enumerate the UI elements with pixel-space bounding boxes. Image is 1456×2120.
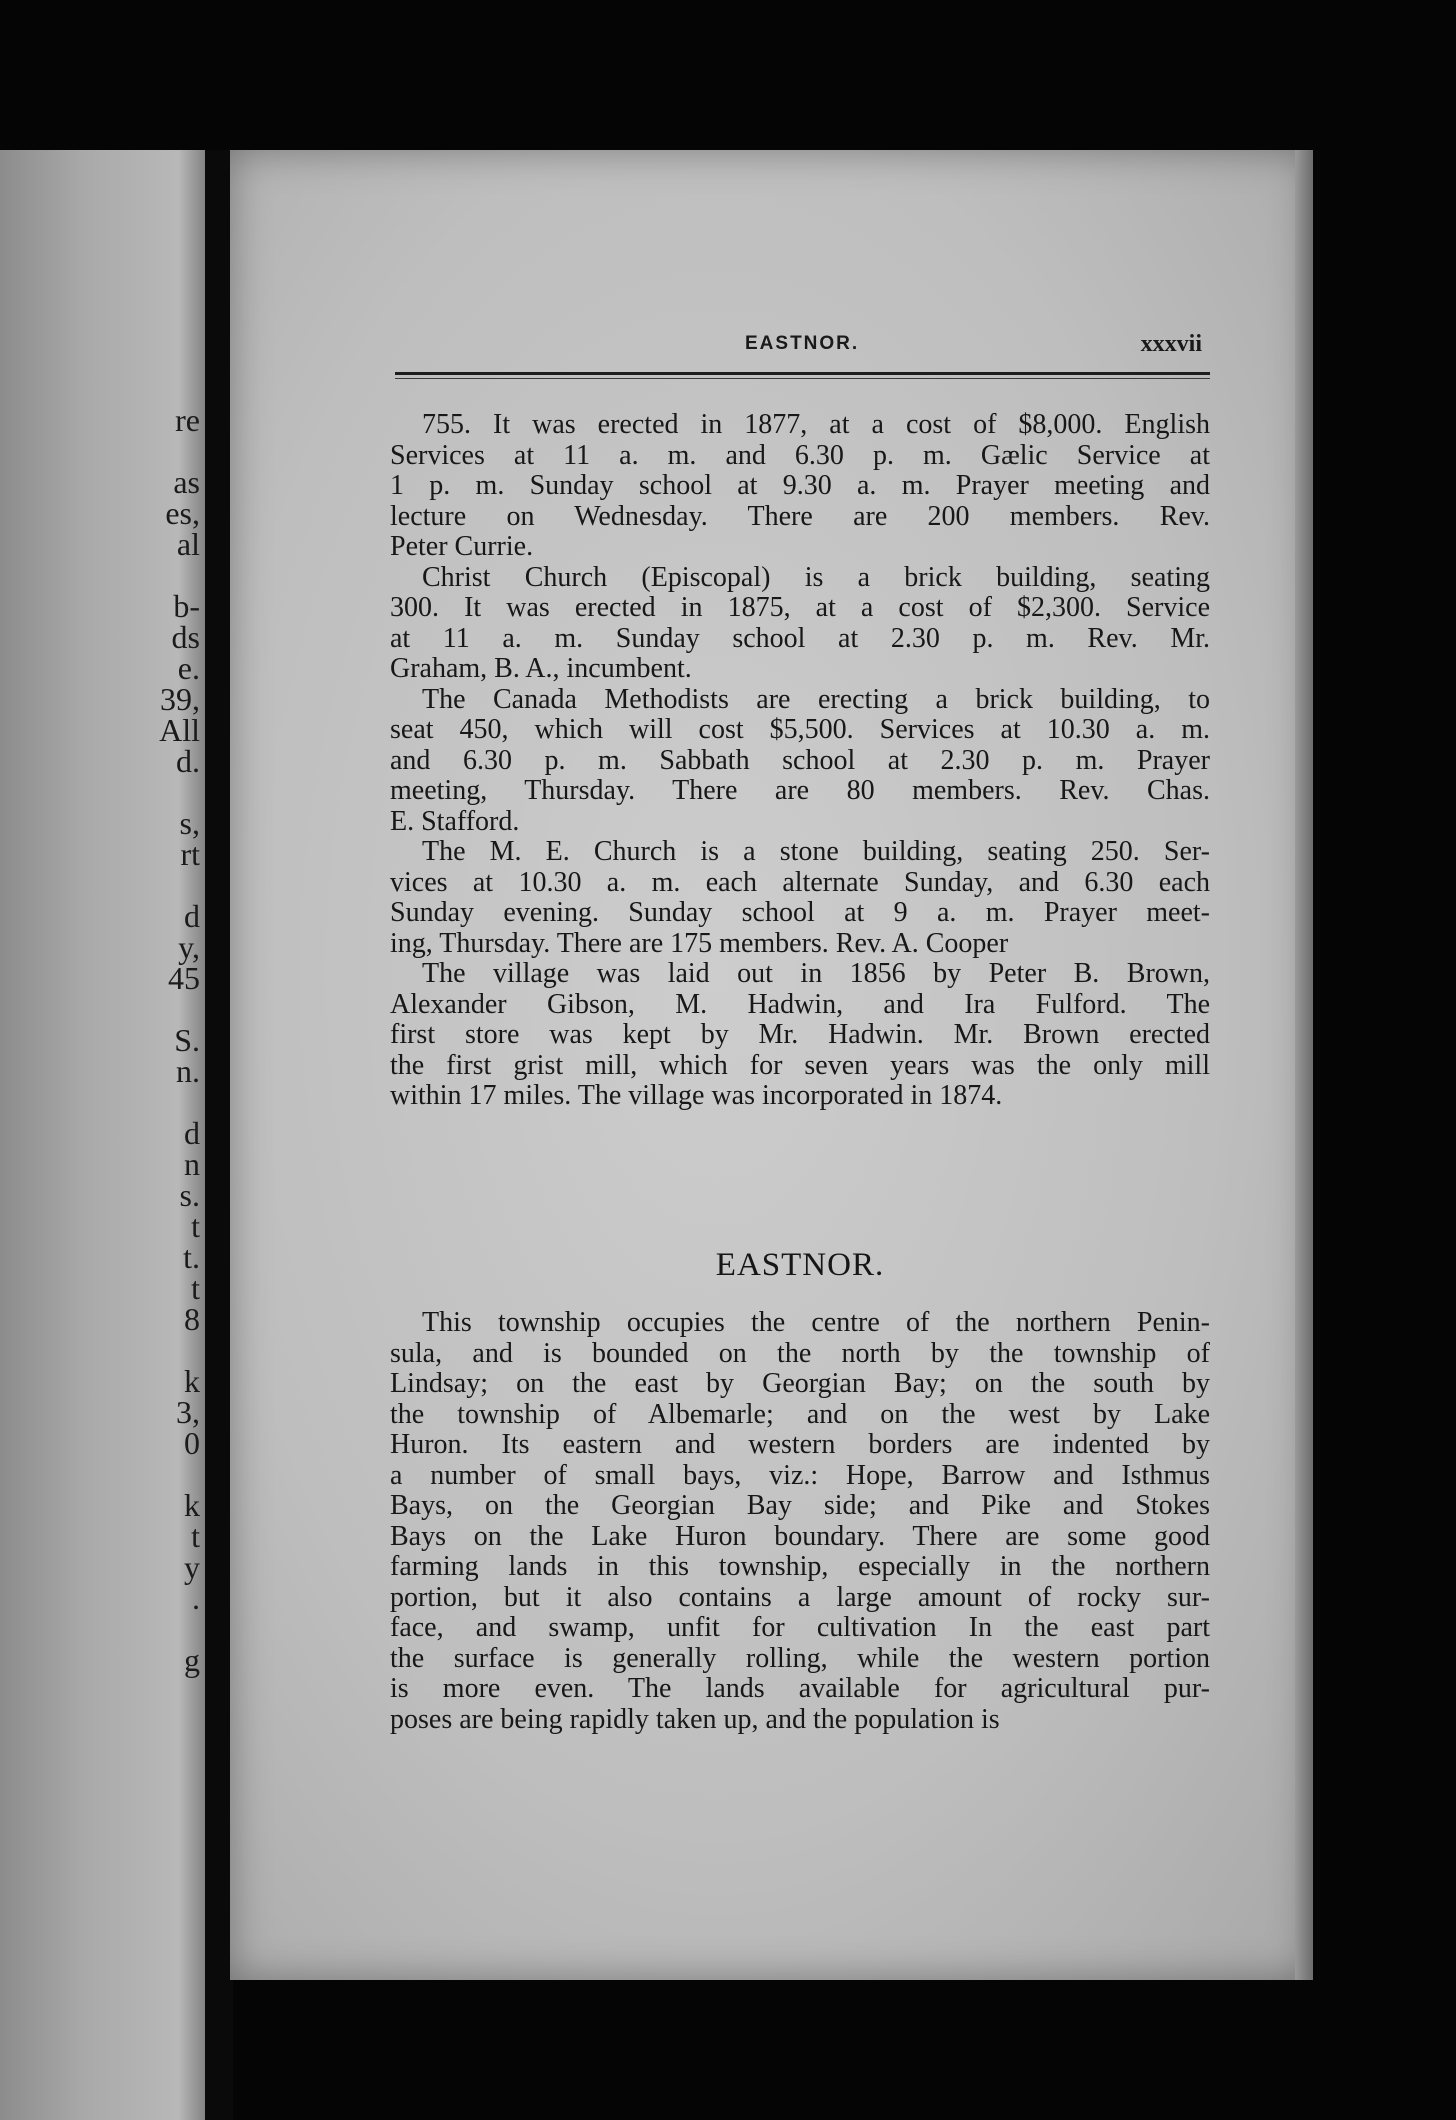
text-line: seat 450, which will cost $5,500. Services at 10.30 a. m.: [390, 714, 1210, 745]
left-page-fragment: g: [184, 1642, 200, 1678]
page-number: xxxvii: [1140, 331, 1202, 357]
text-line: lecture on Wednesday. There are 200 members. Rev.: [390, 500, 1210, 532]
left-page-fragment: 8: [184, 1301, 200, 1337]
text-line: meeting, Thursday. There are 80 members. Rev. Chas.: [390, 775, 1210, 806]
text-line: The M. E. Church is a stone building, seating 250. Ser-: [422, 836, 1210, 867]
text-line: This township occupies the centre of the northern Penin-: [422, 1307, 1210, 1338]
left-page-fragment: t.: [183, 1239, 200, 1275]
left-page-fragment: re: [175, 402, 200, 438]
left-page-fragment: 3,: [176, 1394, 200, 1430]
left-page-fragment: [0, 1614, 200, 1645]
left-page-fragment: t: [191, 1270, 200, 1306]
left-page-fragment: [0, 777, 200, 808]
left-page-fragment: ds: [171, 619, 200, 655]
text-line: Services at 11 a. m. and 6.30 p. m. Gælic Service at: [390, 439, 1210, 471]
left-page-fragment: t: [191, 1518, 200, 1554]
left-page-fragment: es,: [165, 495, 200, 531]
left-page-fragment: d: [184, 1115, 200, 1151]
left-page-fragment: [0, 560, 200, 591]
left-page-fragment: as: [173, 464, 200, 500]
left-page-fragment: All: [159, 712, 200, 748]
header-rule: [395, 372, 1210, 375]
left-page-fragment: .: [192, 1580, 200, 1616]
previous-page-text-fragments: [0, 402, 200, 1678]
text-line: Christ Church (Episcopal) is a brick building, seating: [422, 561, 1210, 593]
left-page-fragment: [0, 1335, 200, 1366]
left-page-fragment: n: [184, 1146, 200, 1182]
running-header: [395, 333, 1210, 373]
left-page-fragment: 0: [184, 1425, 200, 1461]
left-page-fragment: k: [184, 1363, 200, 1399]
left-page-fragment: s,: [179, 805, 200, 841]
section-heading: EASTNOR.: [715, 1247, 885, 1283]
text-line: Graham, B. A., incumbent.: [390, 653, 692, 684]
left-page-fragment: e.: [177, 650, 200, 686]
text-line: ing, Thursday. There are 175 members. Rev. A. Cooper: [390, 927, 1009, 959]
left-page-fragment: [0, 994, 200, 1025]
text-line: the first grist mill, which for seven years was the only mill: [390, 1049, 1210, 1081]
left-page-fragment: n.: [176, 1053, 200, 1089]
text-line: Peter Currie.: [390, 531, 534, 562]
text-line: Huron. Its eastern and western borders are indented by: [390, 1429, 1210, 1460]
left-page-fragment: al: [176, 526, 200, 562]
left-page-fragment: k: [184, 1487, 200, 1523]
left-page-fragment: y,: [178, 929, 200, 965]
text-line: Sunday evening. Sunday school at 9 a. m. Prayer meet-: [390, 897, 1210, 928]
text-line: is more even. The lands available for agricultural pur-: [390, 1673, 1210, 1704]
left-page-fragment: rt: [180, 836, 200, 872]
text-line: Lindsay; on the east by Georgian Bay; on the south by: [390, 1368, 1210, 1399]
text-line: within 17 miles. The village was incorporated in 1874.: [390, 1080, 1003, 1111]
text-line: portion, but it also contains a large amount of rocky sur-: [390, 1581, 1210, 1613]
left-page-fragment: b-: [173, 588, 200, 624]
text-line: The Canada Methodists are erecting a brick building, to: [422, 683, 1210, 715]
left-page-fragment: [0, 1459, 200, 1490]
text-line: poses are being rapidly taken up, and the population is: [390, 1703, 1000, 1735]
page-right-edge: [1295, 150, 1313, 1980]
left-page-fragment: d.: [176, 743, 200, 779]
text-line: 755. It was erected in 1877, at a cost of $8,000. English: [422, 409, 1210, 440]
left-page-fragment: [0, 1087, 200, 1118]
text-line: vices at 10.30 a. m. each alternate Sunday, and 6.30 each: [390, 866, 1210, 898]
left-page-fragment: y: [184, 1549, 200, 1585]
left-page-fragment: [0, 436, 200, 467]
book-gutter: [205, 150, 233, 2120]
text-line: Bays on the Lake Huron boundary. There are some good: [390, 1520, 1210, 1552]
text-line: sula, and is bounded on the north by the township of: [390, 1337, 1210, 1369]
text-line: first store was kept by Mr. Hadwin. Mr. Brown erected: [390, 1019, 1210, 1050]
left-page-fragment: s.: [179, 1177, 200, 1213]
left-page-fragment: 39,: [160, 681, 200, 717]
text-line: Alexander Gibson, M. Hadwin, and Ira Fulford. The: [390, 988, 1210, 1020]
text-line: face, and swamp, unfit for cultivation In the east part: [390, 1612, 1210, 1643]
running-title: EASTNOR.: [745, 333, 860, 354]
left-page-fragment: [0, 870, 200, 901]
text-line: the surface is generally rolling, while the western portion: [390, 1642, 1210, 1674]
header-rule-thin: [395, 378, 1210, 379]
text-line: at 11 a. m. Sunday school at 2.30 p. m. Rev. Mr.: [390, 622, 1210, 654]
text-line: farming lands in this township, especially in the northern: [390, 1551, 1210, 1582]
text-line: 300. It was erected in 1875, at a cost of $2,300. Service: [390, 592, 1210, 623]
left-page-fragment: t: [191, 1208, 200, 1244]
text-line: 1 p. m. Sunday school at 9.30 a. m. Prayer meeting and: [390, 470, 1210, 501]
body-text-section: [390, 1308, 1210, 1735]
left-page-fragment: d: [184, 898, 200, 934]
text-line: E. Stafford.: [390, 805, 520, 837]
body-text-top: [390, 410, 1210, 1112]
text-line: the township of Albemarle; and on the west by Lake: [390, 1398, 1210, 1430]
text-line: Bays, on the Georgian Bay side; and Pike and Stokes: [390, 1490, 1210, 1521]
left-page-fragment: 45: [168, 960, 200, 996]
left-page-fragment: S.: [174, 1022, 200, 1058]
text-line: and 6.30 p. m. Sabbath school at 2.30 p. m. Prayer: [390, 744, 1210, 776]
text-line: a number of small bays, viz.: Hope, Barrow and Isthmus: [390, 1459, 1210, 1491]
text-line: The village was laid out in 1856 by Peter B. Brown,: [422, 958, 1210, 989]
